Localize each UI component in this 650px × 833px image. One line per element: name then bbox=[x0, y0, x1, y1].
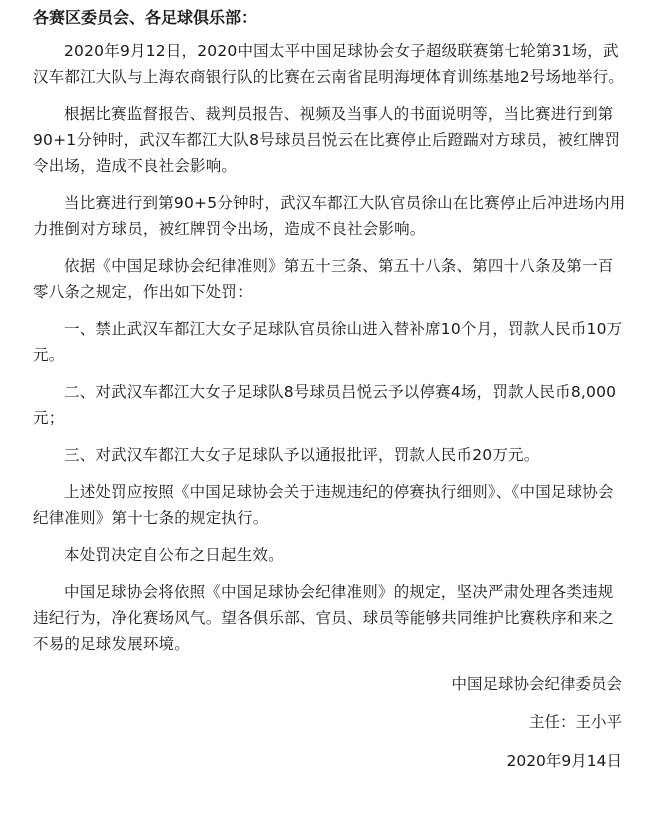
paragraph-effective: 本处罚决定自公布之日起生效。 bbox=[64, 546, 284, 564]
penalty-item-1: 一、禁止武汉车都江大女子足球队官员徐山进入替补席10个月，罚款人民币10万元。 bbox=[33, 320, 623, 364]
paragraph-incident-official: 当比赛进行到第90+5分钟时，武汉车都江大队官员徐山在比赛停止后冲进场内用力推倒对方球员，被红牌罚令出场，造成不良社会影响。 bbox=[33, 194, 626, 238]
paragraph-execution: 上述处罚应按照《中国足球协会关于违规违纪的停赛执行细则》、《中国足球协会纪律准则》第十七条的规定执行。 bbox=[33, 483, 614, 527]
signature-organization: 中国足球协会纪律委员会 bbox=[451, 675, 622, 693]
salutation: 各赛区委员会、各足球俱乐部： bbox=[33, 8, 258, 27]
signature-head: 主任：王小平 bbox=[528, 713, 622, 731]
paragraph-closing: 中国足球协会将依照《中国足球协会纪律准则》的规定，坚决严肃处理各类违规违纪行为，净化赛场风气。望各俱乐部、官员、球员等能够共同维护比赛秩序和来之不易的足球发展环境。 bbox=[33, 583, 614, 653]
paragraph-incident-player: 根据比赛监督报告、裁判员报告、视频及当事人的书面说明等，当比赛进行到第90+1分钟时，武汉车都江大队8号球员吕悦云在比赛停止后蹬踹对方球员，被红牌罚令出场，造成不良社会影响。 bbox=[33, 105, 621, 175]
signature-date: 2020年9月14日 bbox=[506, 752, 622, 770]
paragraph-match-info: 2020年9月12日，2020中国太平中国足球协会女子超级联赛第七轮第31场，武汉车都江大队与上海农商银行队的比赛在云南省昆明海埂体育训练基地2号场地举行。 bbox=[33, 42, 624, 86]
paragraph-legal-basis: 依据《中国足球协会纪律准则》第五十三条、第五十八条、第四十八条及第一百零八条之规定，作出如下处罚： bbox=[33, 257, 614, 301]
penalty-item-3: 三、对武汉车都江大女子足球队予以通报批评，罚款人民币20万元。 bbox=[64, 446, 540, 464]
penalty-item-2: 二、对武汉车都江大女子足球队8号球员吕悦云予以停赛4场，罚款人民币8,000元； bbox=[33, 383, 617, 427]
